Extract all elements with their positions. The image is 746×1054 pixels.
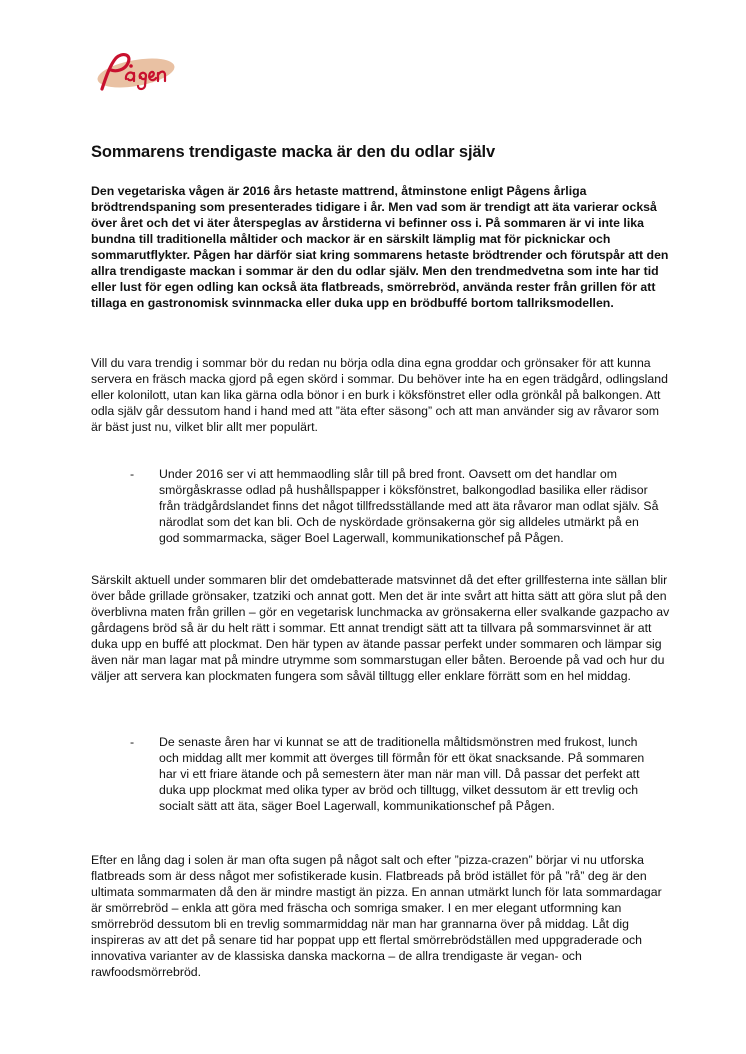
- article-paragraph-3: Efter en lång dag i solen är man ofta sugen på något salt och efter ”pizza-crazen” börjar vi nu utforska flatbreads som är dess något mer sofistikerade kusin. Flatbreads på bröd istället för på ”rå” deg är den ultimata sommarmaten då den är mindre mastigt än pizza. En annan utmärkt lunch för lata sommardagar är smörrebröd – enkla att göra med fräscha och somriga smaker. I en mer elegant utformning kan smörrebröd dessutom bli en trevlig sommarmiddag när man har grannarna över på middag. Låt dig inspireras av att det på senare tid har poppat upp ett flertal smörrebrödställen med uppgraderade och innovativa varianter av de klassiska danska mackorna – de allra trendigaste är vegan- och rawfoodsmörrebröd.: [91, 853, 662, 979]
- article-lead: Den vegetariska vågen är 2016 års hetaste mattrend, åtminstone enligt Pågens årliga brödtrendspaning som presenterades tidigare i år. Men vad som är trendigt att äta varierar också över året och det vi äter återspeglas av årstiderna vi befinner oss i. På sommaren är vi inte lika bundna till traditionella måltider och mackor är en särskilt lämplig mat för picknickar och sommarutflykter. Pågen har därför siat kring sommarens hetaste brödtrender och förutspår att den allra trendigaste mackan i sommar är den du odlar själv. Men den trendmedvetna som inte har tid eller lust för egen odling kan också äta flatbreads, smörrebröd, använda rester från grillen för att tillaga en gastronomisk svinnmacka eller duka upp en brödbuffé bortom tallriksmodellen.: [91, 184, 669, 310]
- pagen-logo: [92, 51, 176, 95]
- quote-text-1: Under 2016 ser vi att hemmaodling slår till på bred front. Oavsett om det handlar om smörgåskrasse odlad på hushållspapper i köksfönstret, balkongodlad basilika eller rädisor från trädgårdslandet finns det något tillfredsställande med att äta råvaror man odlat själv. Så närodlat som det kan bli. Och de nyskördade grönsakerna gör sig alldeles utmärkt på en god sommarmacka, säger Boel Lagerwall, kommunikationschef på Pågen.: [159, 467, 659, 545]
- quote-dash: -: [130, 467, 135, 481]
- quote-text-2: De senaste åren har vi kunnat se att de traditionella måltidsmönstren med frukost, lunch och middag allt mer kommit att överges till förmån för ett ökat snacksande. På sommaren har vi ett friare ätande och på semestern äter man när man vill. Då passar det perfekt att duka upp plockmat med olika typer av bröd och tilltugg, vilket dessutom är ett trevlig och socialt sätt att äta, säger Boel Lagerwall, kommunikationschef på Pågen.: [159, 735, 645, 813]
- article-paragraph-1: Vill du vara trendig i sommar bör du redan nu börja odla dina egna groddar och grönsaker för att kunna servera en fräsch macka gjord på egen skörd i sommar. Du behöver inte ha en egen trädgård, odlingsland eller kolonilott, utan kan lika gärna odla bönor i en burk i köksfönstret eller odla grönkål på balkongen. Att odla själv går dessutom hand i hand med att ”äta efter säsong” och att man använder sig av råvaror som är bäst just nu, vilket blir allt mer populärt.: [91, 356, 668, 434]
- article-paragraph-2: Särskilt aktuell under sommaren blir det omdebatterade matsvinnet då det efter grillfesterna inte sällan blir över både grillade grönsaker, tzatziki och annat gott. Men det är inte svårt att hitta sätt att göra slut på den överblivna maten från grillen – gör en vegetarisk lunchmacka av grönsakerna eller svalkande gazpacho av gårdagens bröd så är du helt rätt i sommar. Ett annat trendigt sätt att ta tillvara på sommarsvinnet är att duka upp en buffé att plockmat. Den här typen av ätande passar perfekt under sommaren och lämpar sig även när man lagar mat på mindre utrymme som sommarstugan eller båten. Beroende på vad och hur du väljer att servera kan plockmaten fungera som såväl tilltugg eller enklare förrätt som en hel middag.: [91, 573, 670, 683]
- article-title: Sommarens trendigaste macka är den du odlar själv: [91, 143, 496, 161]
- quote-dash: -: [130, 735, 135, 749]
